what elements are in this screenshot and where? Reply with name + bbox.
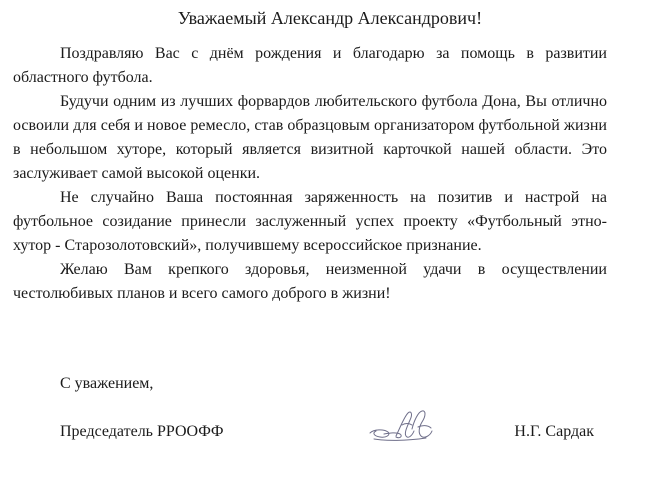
signatory-name: Н.Г. Сардак xyxy=(514,423,594,440)
letter-closing: С уважением, xyxy=(60,375,154,392)
letter-paragraph-2: Будучи одним из лучших форвардов любительского футбола Дона, Вы отлично освоили для себя и новое ремесло, став образцовым организатором футбольной жизни в небольшом хуторе, который является визитной карточкой нашей области. Это заслуживает самой высокой оценки. xyxy=(13,93,607,182)
handwritten-signature xyxy=(366,403,436,447)
signatory-title: Председатель РРООФФ xyxy=(60,423,224,440)
letter-paragraph-1: Поздравляю Вас с днём рождения и благодарю за помощь в развитии областного футбола. xyxy=(13,45,607,86)
letter-paragraph-3: Не случайно Ваша постоянная заряженность на позитив и настрой на футбольное созидание принесли заслуженный успех проекту «Футбольный этно-хутор - Старозолотовский», получившему всероссийское признание. xyxy=(13,189,607,254)
signature-block xyxy=(60,420,594,444)
letter xyxy=(13,6,607,306)
letter-paragraph-4: Желаю Вам крепкого здоровья, неизменной удачи в осуществлении честолюбивых планов и всего самого доброго в жизни! xyxy=(13,261,607,302)
letter-greeting: Уважаемый Александр Александрович! xyxy=(177,8,483,28)
